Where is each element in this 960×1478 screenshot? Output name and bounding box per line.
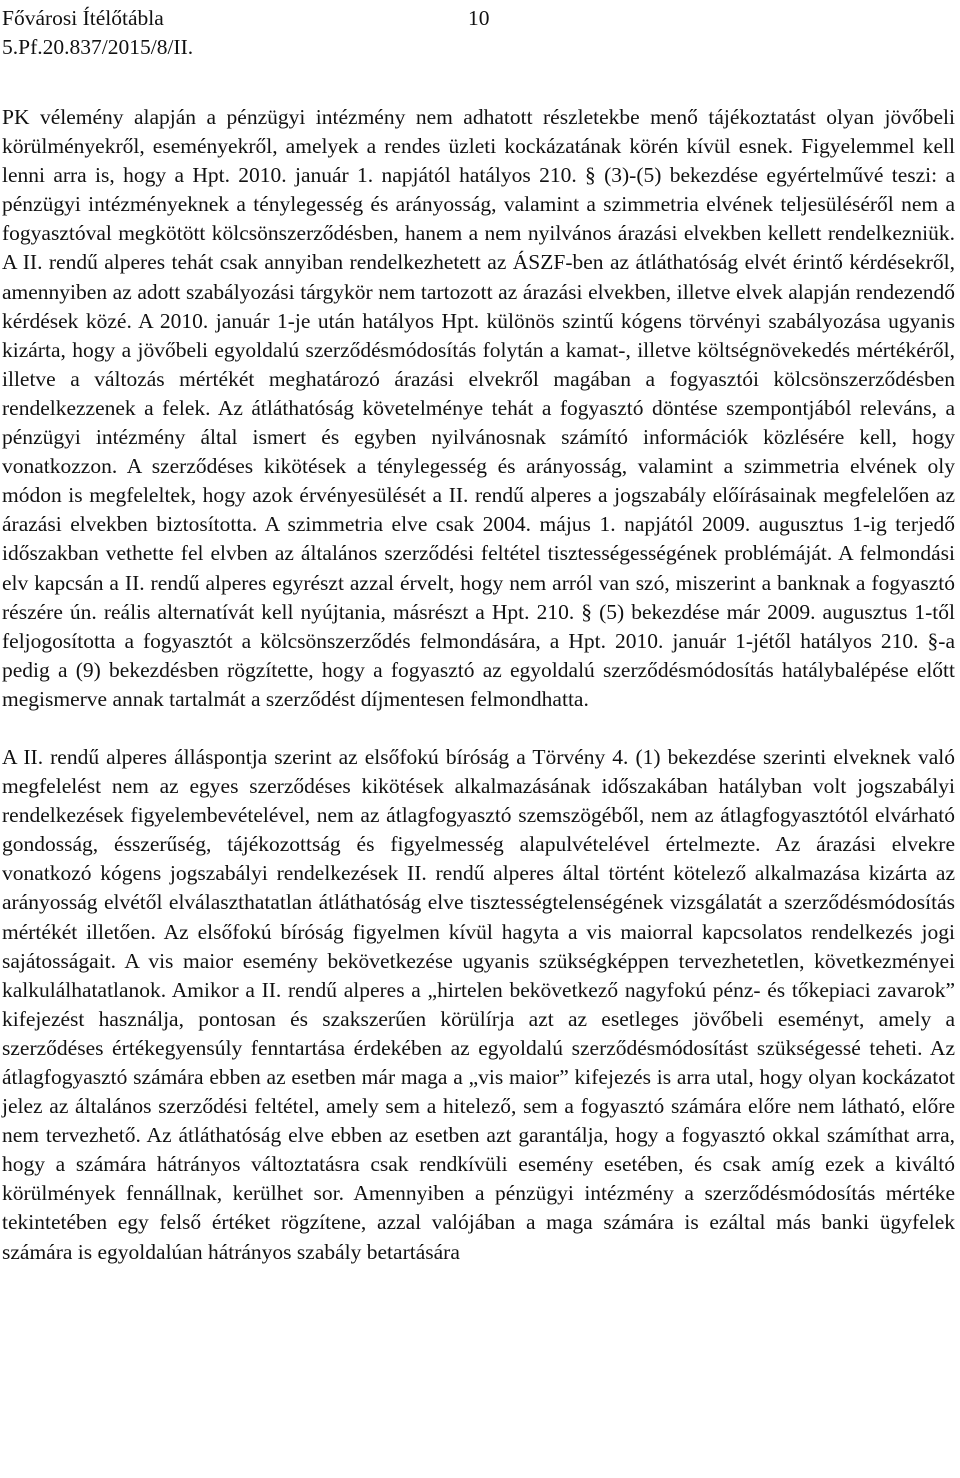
paragraph: PK vélemény alapján a pénzügyi intézmény nem adhatott részletekbe menő tájékoztatást olyan jövőbeli körülményekről, eseményekről, amelyek a rendes üzleti kockázatának körén kívül esnek. Figyelemmel kell lenni arra is, hogy a Hpt. 2010. január 1. napjától hatályos 210. § (3)-(5) bekezdése egyértelművé teszi: a pénzügyi intézményeknek a ténylegesség és arányosság, valamint a szimmetria elvének teljesüléséről nem a fogyasztóval megkötött kölcsönszerződésben, hanem a nem nyilvános árazási elvekben kellett rendelkezniük. A II. rendű alperes tehát csak annyiban rendelkezhetett az ÁSZF-ben az átláthatóság elvét érintő kérdésekről, amennyiben az adott szabályozási tárgykör nem tartozott az árazási elvekben, illetve elvek alapján rendezendő kérdések közé. A 2010. január 1-je után hatályos Hpt. különös szintű kógens törvényi szabályozása ugyanis kizárta, hogy a jövőbeli egyoldalú szerződésmódosítás folytán a kamat-, illetve költségnövekedés mértékéről, illetve a változás mértékét meghatározó árazási elvekről magában a fogyasztói kölcsönszerződésben rendelkezzenek a felek. Az átláthatóság követelménye tehát a fogyasztó döntése szempontjából releváns, a pénzügyi intézmény által ismert és egyben nyilvánosnak számító információk közlésére kell, hogy vonatkozzon. A szerződéses kikötések a ténylegesség és arányosság, valamint a szimmetria elvének oly módon is megfeleltek, hogy azok érvényesülését a II. rendű alperes a jogszabály előírásainak megfelelően az árazási elvekben biztosította. A szimmetria elve csak 2004. május 1. napjától 2009. augusztus 1-ig terjedő időszakban vethette fel elvben az általános szerződési feltétel tisztességességének problémáját. A felmondási elv kapcsán a II. rendű alperes egyrészt azzal érvelt, hogy nem arról van szó, miszerint a banknak a fogyasztó részére ún. reális alternatívát kell nyújtania, másrészt a Hpt. 210. § (5) bekezdése már 2009. augusztus 1-től feljogosította a fogyasztót a kölcsönszerződés felmondására, a Hpt. 2010. január 1-jétől hatályos 210. §-a pedig a (9) bekezdésben rögzítette, hogy a fogyasztó az egyoldalú szerződésmódosítás hatálybalépése előtt megismerve annak tartalmát a szerződést díjmentesen felmondhatta.	[2, 105, 955, 711]
case-number: 5.Pf.20.837/2015/8/II.	[2, 35, 194, 59]
document-body	[2, 103, 955, 1267]
paragraph: A II. rendű alperes álláspontja szerint az elsőfokú bíróság a Törvény 4. (1) bekezdése szerinti elveknek való megfelelést nem az egyes szerződéses kikötések alkalmazásának időszakában hatályban volt jogszabályi rendelkezések figyelembevételével, nem az átlagfogyasztó szemszögéből, nem az átlagfogyasztótól elvárható gondosság, ésszerűség, tájékozottság és figyelmesség alapulvételével értelmezte. Az árazási elvekre vonatkozó kógens jogszabályi rendelkezések II. rendű alperes által történt kötelező alkalmazása kizárta az arányosság elvétől elválaszthatatlan átláthatóság elve tisztességtelenségének vizsgálatát a szerződésmódosítás mértékét illetően. Az elsőfokú bíróság figyelmen kívül hagyta a vis maiorral kapcsolatos rendelkezés jogi sajátosságait. A vis maior esemény bekövetkezése ugyanis szükségképpen tervezhetetlen, következményei kalkulálhatatlanok. Amikor a II. rendű alperes a „hirtelen bekövetkező nagyfokú pénz- és tőkepiaci zavarok” kifejezést használja, pontosan és szakszerűen körülírja azt az esetleges jövőbeli eseményt, amely a szerződéses értékegyensúly fenntartása érdekében az egyoldalú szerződésmódosítást szükségessé teheti. Az átlagfogyasztó számára ebben az esetben már maga a „vis maior” kifejezés is arra utal, hogy olyan kockázatot jelez az általános szerződési feltétel, amely sem a hitelező, sem a fogyasztó számára előre nem látható, előre nem tervezhető. Az átláthatóság elve ebben az esetben azt garantálja, hogy a fogyasztó okkal számíthat arra, hogy a számára hátrányos változtatásra csak rendkívüli esemény esetében, és csak amíg ezek a kiváltó körülmények fennállnak, kerülhet sor. Amennyiben a pénzügyi intézmény a szerződésmódosítás mértéke tekintetében egy felső értéket rögzítene, azzal valójában a maga számára is ezáltal más banki ügyfelek számára is egyoldalúan hátrányos szabály betartására	[2, 744, 955, 1264]
page-number: 10	[468, 6, 490, 30]
court-name: Fővárosi Ítélőtábla	[2, 6, 164, 30]
